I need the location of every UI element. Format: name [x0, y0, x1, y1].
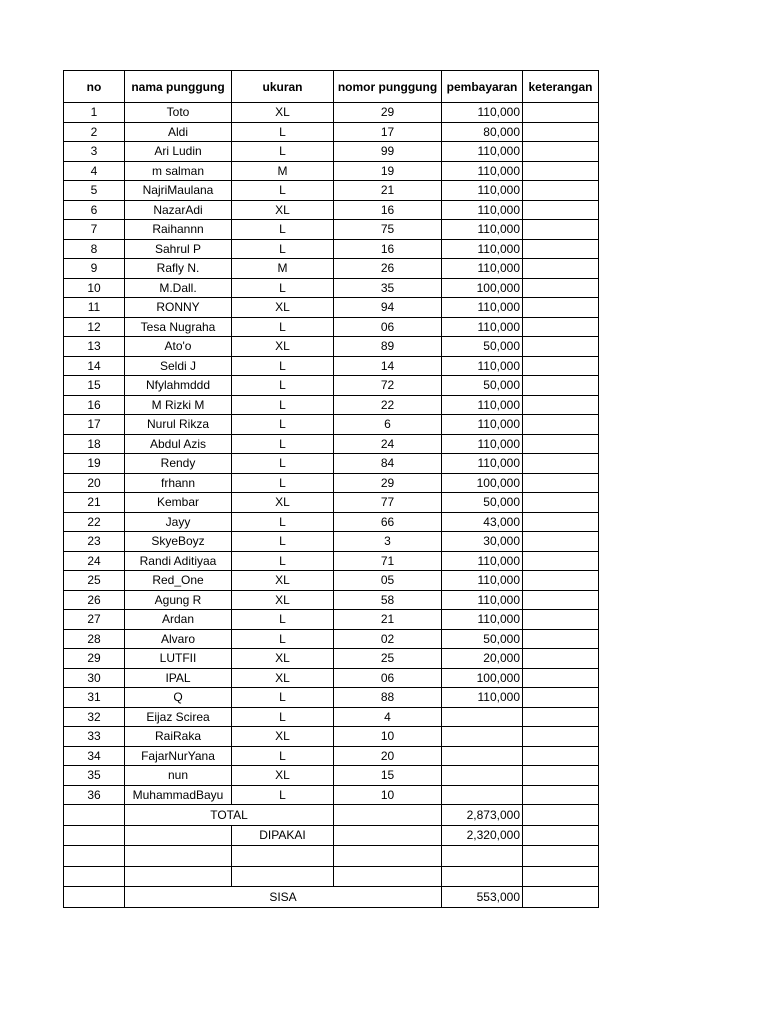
cell-pembayaran: 50,000 [442, 493, 523, 513]
cell-nama-punggung: Aldi [125, 122, 232, 142]
cell-nama-punggung: MuhammadBayu [125, 785, 232, 805]
table-row [64, 220, 599, 240]
cell-keterangan [523, 181, 599, 201]
cell-keterangan [523, 766, 599, 786]
empty-cell [334, 825, 442, 846]
sisa-row [64, 887, 599, 908]
empty-cell [64, 887, 125, 908]
cell-pembayaran [442, 707, 523, 727]
cell-no: 25 [64, 571, 125, 591]
cell-nama-punggung: Jayy [125, 512, 232, 532]
cell-nama-punggung: Eijaz Scirea [125, 707, 232, 727]
cell-nomor-punggung: 22 [334, 395, 442, 415]
cell-nomor-punggung: 71 [334, 551, 442, 571]
total-value: 2,873,000 [442, 805, 523, 826]
cell-ukuran: XL [232, 590, 334, 610]
cell-ukuran: L [232, 532, 334, 552]
cell-ukuran: L [232, 122, 334, 142]
cell-nama-punggung: Q [125, 688, 232, 708]
table-row [64, 317, 599, 337]
table-row [64, 278, 599, 298]
table-row [64, 766, 599, 786]
cell-keterangan [523, 161, 599, 181]
cell-pembayaran: 110,000 [442, 298, 523, 318]
cell-ukuran: L [232, 629, 334, 649]
cell-keterangan [523, 473, 599, 493]
cell-pembayaran: 110,000 [442, 220, 523, 240]
empty-cell [442, 846, 523, 867]
cell-pembayaran: 110,000 [442, 590, 523, 610]
cell-keterangan [523, 493, 599, 513]
cell-keterangan [523, 571, 599, 591]
empty-cell [232, 866, 334, 887]
cell-keterangan [523, 103, 599, 123]
table-row [64, 181, 599, 201]
cell-no: 28 [64, 629, 125, 649]
cell-pembayaran: 100,000 [442, 278, 523, 298]
cell-pembayaran: 110,000 [442, 688, 523, 708]
cell-ukuran: L [232, 317, 334, 337]
empty-cell [125, 866, 232, 887]
table-row [64, 571, 599, 591]
cell-nomor-punggung: 21 [334, 610, 442, 630]
cell-no: 16 [64, 395, 125, 415]
table-row [64, 142, 599, 162]
cell-nomor-punggung: 4 [334, 707, 442, 727]
table-row [64, 785, 599, 805]
table-row [64, 512, 599, 532]
cell-ukuran: XL [232, 493, 334, 513]
cell-keterangan [523, 317, 599, 337]
cell-nomor-punggung: 15 [334, 766, 442, 786]
cell-ukuran: L [232, 512, 334, 532]
cell-no: 15 [64, 376, 125, 396]
cell-nomor-punggung: 21 [334, 181, 442, 201]
cell-keterangan [523, 200, 599, 220]
empty-cell [125, 825, 232, 846]
column-header-nomor-punggung: nomor punggung [334, 71, 442, 103]
cell-pembayaran [442, 727, 523, 747]
table-row [64, 356, 599, 376]
dipakai-label: DIPAKAI [232, 825, 334, 846]
table-row [64, 376, 599, 396]
cell-ukuran: L [232, 278, 334, 298]
cell-no: 34 [64, 746, 125, 766]
cell-keterangan [523, 785, 599, 805]
cell-nomor-punggung: 3 [334, 532, 442, 552]
cell-keterangan [523, 707, 599, 727]
cell-nama-punggung: NazarAdi [125, 200, 232, 220]
cell-no: 6 [64, 200, 125, 220]
cell-no: 3 [64, 142, 125, 162]
empty-cell [64, 825, 125, 846]
cell-nama-punggung: M Rizki M [125, 395, 232, 415]
cell-pembayaran: 110,000 [442, 161, 523, 181]
cell-pembayaran: 110,000 [442, 239, 523, 259]
column-header-nama-punggung: nama punggung [125, 71, 232, 103]
cell-keterangan [523, 629, 599, 649]
cell-no: 7 [64, 220, 125, 240]
cell-pembayaran: 110,000 [442, 259, 523, 279]
cell-pembayaran: 50,000 [442, 376, 523, 396]
blank-row [64, 866, 599, 887]
payment-table [63, 70, 599, 908]
cell-pembayaran: 110,000 [442, 356, 523, 376]
cell-ukuran: L [232, 142, 334, 162]
table-row [64, 337, 599, 357]
cell-nomor-punggung: 19 [334, 161, 442, 181]
cell-nomor-punggung: 17 [334, 122, 442, 142]
cell-nama-punggung: Agung R [125, 590, 232, 610]
cell-nama-punggung: Nfylahmddd [125, 376, 232, 396]
cell-no: 10 [64, 278, 125, 298]
table-row [64, 707, 599, 727]
cell-ukuran: L [232, 473, 334, 493]
table-row [64, 688, 599, 708]
cell-ukuran: L [232, 610, 334, 630]
cell-nama-punggung: IPAL [125, 668, 232, 688]
total-row [64, 805, 599, 826]
table-row [64, 629, 599, 649]
cell-pembayaran: 100,000 [442, 473, 523, 493]
cell-no: 24 [64, 551, 125, 571]
cell-keterangan [523, 610, 599, 630]
cell-nomor-punggung: 88 [334, 688, 442, 708]
table-row [64, 668, 599, 688]
cell-keterangan [523, 356, 599, 376]
empty-cell [442, 866, 523, 887]
cell-pembayaran: 110,000 [442, 142, 523, 162]
table-row [64, 610, 599, 630]
cell-ukuran: L [232, 376, 334, 396]
cell-ukuran: L [232, 551, 334, 571]
cell-nomor-punggung: 29 [334, 473, 442, 493]
cell-nomor-punggung: 29 [334, 103, 442, 123]
cell-nomor-punggung: 6 [334, 415, 442, 435]
cell-keterangan [523, 122, 599, 142]
cell-keterangan [523, 727, 599, 747]
cell-nama-punggung: Rendy [125, 454, 232, 474]
cell-ukuran: L [232, 434, 334, 454]
cell-keterangan [523, 532, 599, 552]
total-label: TOTAL [125, 805, 334, 826]
cell-ukuran: XL [232, 766, 334, 786]
cell-keterangan [523, 668, 599, 688]
cell-pembayaran: 110,000 [442, 571, 523, 591]
cell-nama-punggung: Abdul Azis [125, 434, 232, 454]
cell-keterangan [523, 746, 599, 766]
cell-nomor-punggung: 05 [334, 571, 442, 591]
cell-ukuran: XL [232, 103, 334, 123]
cell-no: 21 [64, 493, 125, 513]
table-row [64, 239, 599, 259]
table-row [64, 395, 599, 415]
cell-ukuran: XL [232, 649, 334, 669]
table-row [64, 746, 599, 766]
cell-pembayaran: 110,000 [442, 551, 523, 571]
cell-nomor-punggung: 99 [334, 142, 442, 162]
sisa-label: SISA [125, 887, 442, 908]
table-row [64, 200, 599, 220]
column-header-no: no [64, 71, 125, 103]
cell-keterangan [523, 142, 599, 162]
cell-nomor-punggung: 16 [334, 239, 442, 259]
cell-no: 23 [64, 532, 125, 552]
cell-nama-punggung: Ardan [125, 610, 232, 630]
empty-cell [64, 846, 125, 867]
cell-pembayaran: 110,000 [442, 434, 523, 454]
cell-no: 32 [64, 707, 125, 727]
table-row [64, 590, 599, 610]
cell-nomor-punggung: 14 [334, 356, 442, 376]
table-row [64, 259, 599, 279]
empty-cell [125, 846, 232, 867]
cell-ukuran: XL [232, 337, 334, 357]
cell-pembayaran: 30,000 [442, 532, 523, 552]
cell-ukuran: L [232, 707, 334, 727]
cell-pembayaran [442, 785, 523, 805]
table-row [64, 298, 599, 318]
cell-keterangan [523, 239, 599, 259]
cell-pembayaran [442, 766, 523, 786]
cell-pembayaran: 50,000 [442, 629, 523, 649]
empty-cell [523, 825, 599, 846]
cell-keterangan [523, 415, 599, 435]
cell-nama-punggung: Nurul Rikza [125, 415, 232, 435]
cell-pembayaran: 110,000 [442, 181, 523, 201]
cell-no: 26 [64, 590, 125, 610]
cell-nomor-punggung: 25 [334, 649, 442, 669]
cell-nomor-punggung: 77 [334, 493, 442, 513]
cell-no: 22 [64, 512, 125, 532]
cell-keterangan [523, 512, 599, 532]
blank-row [64, 846, 599, 867]
empty-cell [523, 887, 599, 908]
column-header-ukuran: ukuran [232, 71, 334, 103]
cell-no: 36 [64, 785, 125, 805]
cell-nama-punggung: Red_One [125, 571, 232, 591]
column-header-pembayaran: pembayaran [442, 71, 523, 103]
empty-cell [523, 805, 599, 826]
cell-nomor-punggung: 75 [334, 220, 442, 240]
dipakai-value: 2,320,000 [442, 825, 523, 846]
empty-cell [64, 805, 125, 826]
cell-ukuran: L [232, 415, 334, 435]
cell-keterangan [523, 395, 599, 415]
cell-nama-punggung: Toto [125, 103, 232, 123]
table-row [64, 727, 599, 747]
cell-pembayaran: 110,000 [442, 317, 523, 337]
cell-nama-punggung: SkyeBoyz [125, 532, 232, 552]
cell-no: 33 [64, 727, 125, 747]
cell-nama-punggung: Raihannn [125, 220, 232, 240]
cell-nama-punggung: m salman [125, 161, 232, 181]
cell-no: 9 [64, 259, 125, 279]
cell-nama-punggung: LUTFII [125, 649, 232, 669]
cell-pembayaran: 20,000 [442, 649, 523, 669]
cell-nama-punggung: Sahrul P [125, 239, 232, 259]
cell-nomor-punggung: 58 [334, 590, 442, 610]
cell-no: 8 [64, 239, 125, 259]
cell-no: 18 [64, 434, 125, 454]
cell-nomor-punggung: 24 [334, 434, 442, 454]
cell-ukuran: L [232, 454, 334, 474]
cell-pembayaran [442, 746, 523, 766]
cell-no: 19 [64, 454, 125, 474]
cell-no: 11 [64, 298, 125, 318]
cell-nama-punggung: Alvaro [125, 629, 232, 649]
cell-no: 17 [64, 415, 125, 435]
cell-pembayaran: 43,000 [442, 512, 523, 532]
cell-pembayaran: 110,000 [442, 610, 523, 630]
table-row [64, 103, 599, 123]
table-row [64, 161, 599, 181]
cell-ukuran: L [232, 239, 334, 259]
cell-nama-punggung: NajriMaulana [125, 181, 232, 201]
cell-no: 30 [64, 668, 125, 688]
column-header-keterangan: keterangan [523, 71, 599, 103]
cell-nama-punggung: RaiRaka [125, 727, 232, 747]
cell-nama-punggung: Rafly N. [125, 259, 232, 279]
dipakai-row [64, 825, 599, 846]
cell-nama-punggung: RONNY [125, 298, 232, 318]
empty-cell [232, 846, 334, 867]
cell-ukuran: XL [232, 200, 334, 220]
cell-no: 27 [64, 610, 125, 630]
cell-nomor-punggung: 26 [334, 259, 442, 279]
empty-cell [64, 866, 125, 887]
table-row [64, 434, 599, 454]
cell-keterangan [523, 590, 599, 610]
cell-nama-punggung: M.Dall. [125, 278, 232, 298]
cell-nama-punggung: Ato'o [125, 337, 232, 357]
cell-ukuran: L [232, 395, 334, 415]
header-row [64, 71, 599, 103]
cell-keterangan [523, 688, 599, 708]
cell-no: 13 [64, 337, 125, 357]
cell-nomor-punggung: 20 [334, 746, 442, 766]
cell-nomor-punggung: 84 [334, 454, 442, 474]
cell-nomor-punggung: 35 [334, 278, 442, 298]
cell-nama-punggung: Tesa Nugraha [125, 317, 232, 337]
cell-nomor-punggung: 72 [334, 376, 442, 396]
cell-keterangan [523, 434, 599, 454]
cell-no: 14 [64, 356, 125, 376]
cell-keterangan [523, 551, 599, 571]
cell-nomor-punggung: 02 [334, 629, 442, 649]
empty-cell [334, 866, 442, 887]
cell-nomor-punggung: 06 [334, 317, 442, 337]
cell-keterangan [523, 298, 599, 318]
cell-keterangan [523, 278, 599, 298]
cell-no: 1 [64, 103, 125, 123]
cell-ukuran: L [232, 785, 334, 805]
cell-ukuran: XL [232, 298, 334, 318]
cell-ukuran: L [232, 356, 334, 376]
cell-no: 29 [64, 649, 125, 669]
cell-pembayaran: 110,000 [442, 103, 523, 123]
table-row [64, 415, 599, 435]
table-row [64, 493, 599, 513]
cell-pembayaran: 50,000 [442, 337, 523, 357]
cell-no: 20 [64, 473, 125, 493]
cell-nama-punggung: frhann [125, 473, 232, 493]
cell-pembayaran: 110,000 [442, 395, 523, 415]
cell-no: 35 [64, 766, 125, 786]
cell-ukuran: M [232, 161, 334, 181]
cell-keterangan [523, 376, 599, 396]
table-body [64, 103, 599, 805]
cell-ukuran: XL [232, 668, 334, 688]
cell-pembayaran: 110,000 [442, 454, 523, 474]
cell-pembayaran: 80,000 [442, 122, 523, 142]
cell-keterangan [523, 337, 599, 357]
table-row [64, 551, 599, 571]
cell-nama-punggung: Ari Ludin [125, 142, 232, 162]
cell-ukuran: L [232, 688, 334, 708]
cell-ukuran: L [232, 220, 334, 240]
cell-keterangan [523, 220, 599, 240]
cell-pembayaran: 110,000 [442, 415, 523, 435]
cell-nomor-punggung: 89 [334, 337, 442, 357]
cell-keterangan [523, 454, 599, 474]
cell-pembayaran: 110,000 [442, 200, 523, 220]
table-row [64, 649, 599, 669]
cell-nama-punggung: Seldi J [125, 356, 232, 376]
table-row [64, 122, 599, 142]
cell-nama-punggung: Randi Aditiyaa [125, 551, 232, 571]
empty-cell [523, 866, 599, 887]
empty-cell [334, 846, 442, 867]
cell-no: 2 [64, 122, 125, 142]
cell-nama-punggung: nun [125, 766, 232, 786]
empty-cell [334, 805, 442, 826]
cell-ukuran: XL [232, 571, 334, 591]
cell-no: 4 [64, 161, 125, 181]
cell-keterangan [523, 649, 599, 669]
cell-no: 12 [64, 317, 125, 337]
cell-nomor-punggung: 06 [334, 668, 442, 688]
cell-ukuran: L [232, 746, 334, 766]
cell-ukuran: XL [232, 727, 334, 747]
cell-nama-punggung: Kembar [125, 493, 232, 513]
table-row [64, 473, 599, 493]
cell-nama-punggung: FajarNurYana [125, 746, 232, 766]
empty-cell [523, 846, 599, 867]
cell-ukuran: L [232, 181, 334, 201]
cell-nomor-punggung: 66 [334, 512, 442, 532]
cell-pembayaran: 100,000 [442, 668, 523, 688]
cell-nomor-punggung: 10 [334, 727, 442, 747]
cell-keterangan [523, 259, 599, 279]
cell-no: 31 [64, 688, 125, 708]
table-row [64, 532, 599, 552]
cell-ukuran: M [232, 259, 334, 279]
cell-nomor-punggung: 16 [334, 200, 442, 220]
table-row [64, 454, 599, 474]
cell-no: 5 [64, 181, 125, 201]
cell-nomor-punggung: 94 [334, 298, 442, 318]
cell-nomor-punggung: 10 [334, 785, 442, 805]
sisa-value: 553,000 [442, 887, 523, 908]
